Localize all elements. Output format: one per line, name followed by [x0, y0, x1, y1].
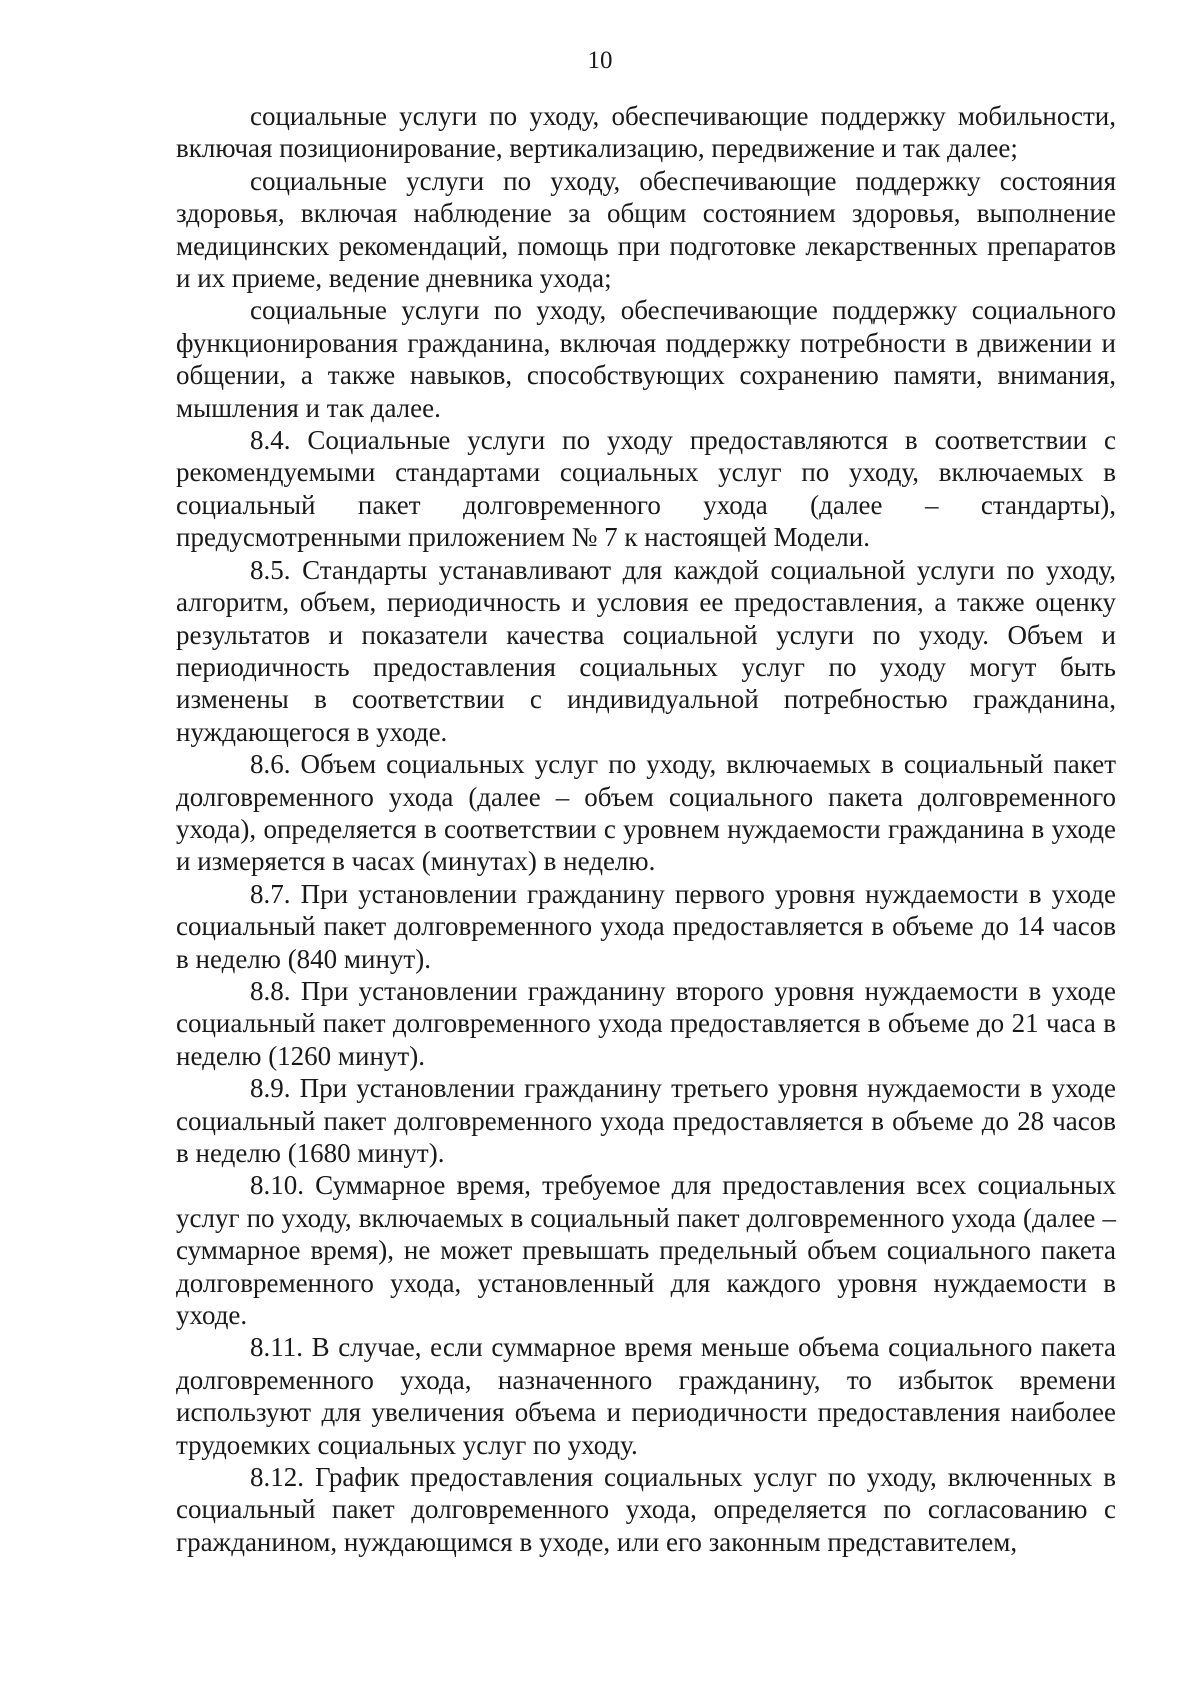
paragraph-8-12: 8.12. График предоставления социальных услуг по уходу, включенных в социальный пакет долговременного ухода, определяется по согласованию с гражданином, нуждающимся в уходе, или его законным представителем,	[176, 1462, 1116, 1557]
paragraph-8-6: 8.6. Объем социальных услуг по уходу, включаемых в социальный пакет долговременного ухода (далее – объем социального пакета долговременного ухода), определяется в соответствии с уровнем нуждаемости гражданина в уходе и измеряется в часах (минутах) в неделю.	[176, 749, 1116, 877]
paragraph-8-9: 8.9. При установлении гражданину третьего уровня нуждаемости в уходе социальный пакет долговременного ухода предоставляется в объеме до 28 часов в неделю (1680 минут).	[176, 1073, 1116, 1168]
paragraph-health-services: социальные услуги по уходу, обеспечивающие поддержку состояния здоровья, включая наблюдение за общим состоянием здоровья, выполнение медицинских рекомендаций, помощь при подготовке лекарственных препаратов и их приеме, ведение дневника ухода;	[176, 165, 1116, 294]
paragraph-8-7: 8.7. При установлении гражданину первого уровня нуждаемости в уходе социальный пакет долговременного ухода предоставляется в объеме до 14 часов в неделю (840 минут).	[176, 878, 1116, 974]
paragraph-social-functioning-services: социальные услуги по уходу, обеспечивающие поддержку социального функционирования гражданина, включая поддержку потребности в движении и общении, а также навыков, способствующих сохранению памяти, внимания, мышления и так далее.	[176, 295, 1116, 423]
document-body	[176, 100, 1116, 1558]
paragraph-8-11: 8.11. В случае, если суммарное время меньше объема социального пакета долговременного ухода, назначенного гражданину, то избыток времени используют для увеличения объема и периодичности предоставления наиболее трудоемких социальных услуг по уходу.	[176, 1332, 1116, 1460]
paragraph-8-8: 8.8. При установлении гражданину второго уровня нуждаемости в уходе социальный пакет долговременного ухода предоставляется в объеме до 21 часа в неделю (1260 минут).	[176, 975, 1116, 1071]
page-number: 10	[587, 47, 613, 74]
paragraph-8-10: 8.10. Суммарное время, требуемое для предоставления всех социальных услуг по уходу, включаемых в социальный пакет долговременного ухода (далее – суммарное время), не может превышать предельный объем социального пакета долговременного ухода, установленный для каждого уровня нуждаемости в уходе.	[176, 1170, 1116, 1331]
paragraph-8-4: 8.4. Социальные услуги по уходу предоставляются в соответствии с рекомендуемыми стандартами социальных услуг по уходу, включаемых в социальный пакет долговременного ухода (далее – стандарты), предусмотренными приложением № 7 к настоящей Модели.	[176, 425, 1116, 553]
paragraph-8-5: 8.5. Стандарты устанавливают для каждой социальной услуги по уходу, алгоритм, объем, периодичность и условия ее предоставления, а также оценку результатов и показатели качества социальной услуги по уходу. Объем и периодичность предоставления социальных услуг по уходу могут быть изменены в соответствии с индивидуальной потребностью гражданина, нуждающегося в уходе.	[176, 554, 1116, 747]
paragraph-mobility-services: социальные услуги по уходу, обеспечивающие поддержку мобильности, включая позиционирование, вертикализацию, передвижение и так далее;	[176, 101, 1116, 164]
